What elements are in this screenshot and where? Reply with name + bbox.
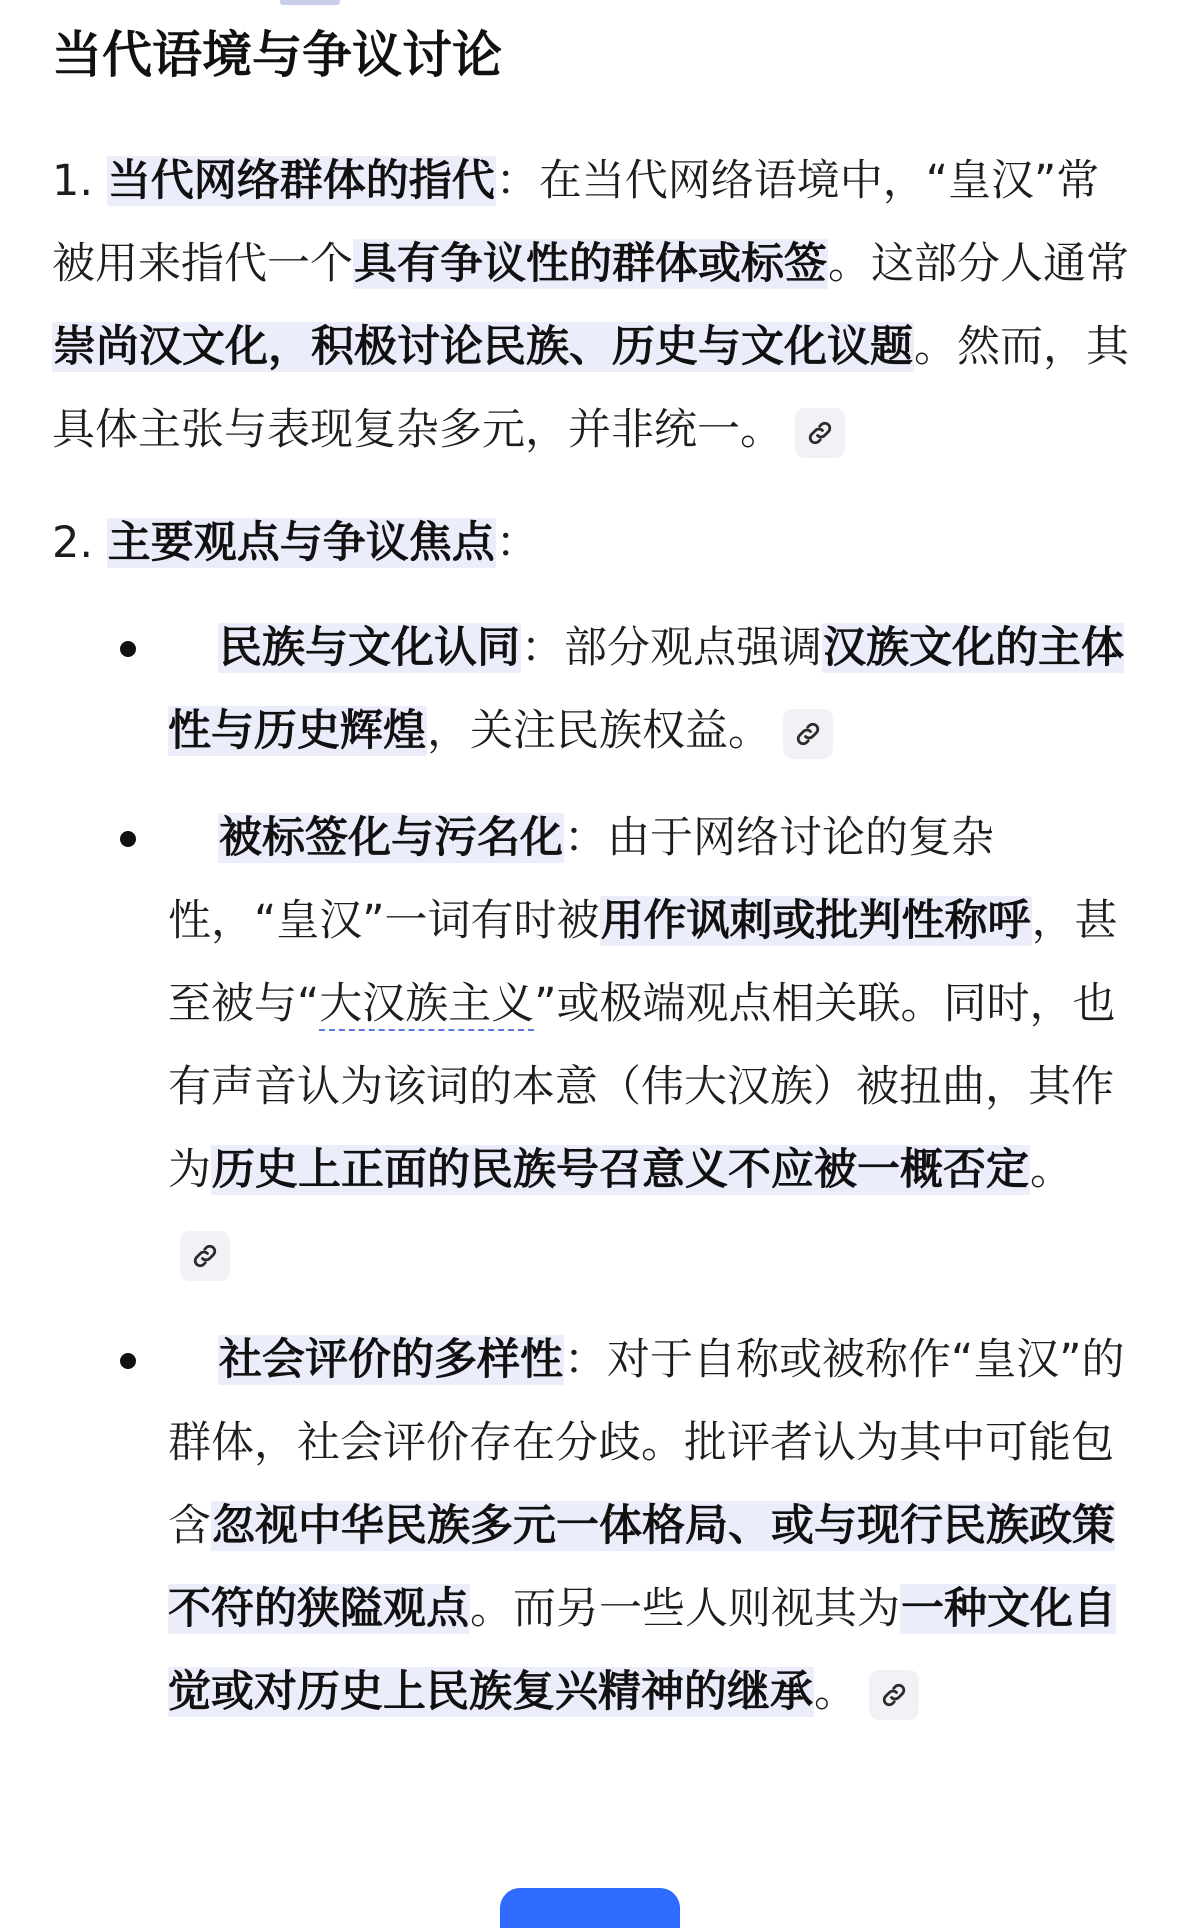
highlight-text: 崇尚汉文化，积极讨论民族、历史与文化议题 bbox=[53, 322, 913, 372]
section-number: 2. bbox=[52, 518, 94, 568]
highlight-text: 历史上正面的民族号召意义不应被一概否定 bbox=[212, 1145, 1029, 1195]
bullet-text: 对于自称或被称作“皇汉”的群体，社会评价存在分歧。批评者认为其中可能包含 bbox=[168, 1335, 1125, 1551]
bottom-action-bar[interactable] bbox=[500, 1888, 680, 1928]
colon: ： bbox=[564, 1335, 607, 1385]
bullet-list bbox=[52, 607, 1132, 1734]
section-heading: 当代网络群体的指代 bbox=[107, 156, 495, 206]
highlight-text: 忽视中华民族多元一体格局、或与现行民族政策不符的狭隘观点 bbox=[168, 1501, 1115, 1634]
page-title: 当代语境与争议讨论 bbox=[52, 26, 502, 84]
bullet-heading: 民族与文化认同 bbox=[219, 623, 520, 673]
source-link-button[interactable] bbox=[869, 1670, 919, 1720]
link-icon bbox=[805, 418, 835, 448]
bullet-dot bbox=[120, 1353, 136, 1369]
colon: ： bbox=[564, 813, 607, 863]
highlight-text: 具有争议性的群体或标签 bbox=[354, 239, 827, 289]
bullet-dot bbox=[120, 831, 136, 847]
bullet-heading: 被标签化与污名化 bbox=[219, 813, 563, 863]
source-link-button[interactable] bbox=[783, 709, 833, 759]
link-icon bbox=[190, 1241, 220, 1271]
highlight-text: 用作讽刺或批判性称呼 bbox=[600, 896, 1031, 946]
bullet-text: 。 bbox=[1030, 1145, 1073, 1195]
paragraph-text: 。然而，其具体主张与表现复杂多元，并非统一。 bbox=[52, 322, 1129, 455]
bullet-heading: 社会评价的多样性 bbox=[219, 1335, 563, 1385]
highlight-text: 汉族文化的主体性与历史辉煌 bbox=[168, 623, 1124, 756]
section-1 bbox=[52, 140, 1132, 472]
section-2 bbox=[52, 502, 1132, 585]
list-item bbox=[52, 1319, 1132, 1734]
list-item bbox=[52, 797, 1132, 1295]
bullet-text: ，关注民族权益。 bbox=[427, 706, 771, 756]
link-icon bbox=[793, 719, 823, 749]
bullet-text: 。 bbox=[814, 1667, 857, 1717]
source-link-button[interactable] bbox=[180, 1231, 230, 1281]
highlight-text: 一种文化自觉或对历史上民族复兴精神的继承 bbox=[168, 1584, 1116, 1717]
colon: ： bbox=[495, 518, 539, 568]
bullet-text: ”或极端观点相关联。同时，也有声音认为该词的本意（伟大汉族）被扭曲，其作为 bbox=[168, 979, 1116, 1195]
bullet-dot bbox=[120, 641, 136, 657]
section-number: 1. bbox=[52, 156, 94, 206]
source-link-button[interactable] bbox=[795, 408, 845, 458]
colon: ： bbox=[521, 623, 564, 673]
section-heading: 主要观点与争议焦点 bbox=[107, 518, 495, 568]
colon: ： bbox=[495, 156, 539, 206]
scroll-indicator bbox=[280, 0, 340, 5]
bullet-text: 部分观点强调 bbox=[564, 623, 822, 673]
bullet-text: ，甚至被与“ bbox=[168, 896, 1118, 1029]
article-body bbox=[52, 140, 1132, 1758]
paragraph-text: 。这部分人通常 bbox=[828, 239, 1129, 289]
bullet-text: 。而另一些人则视其为 bbox=[470, 1584, 900, 1634]
term-link[interactable]: 大汉族主义 bbox=[319, 979, 535, 1029]
paragraph-text: 在当代网络语境中，“皇汉”常被用来指代一个 bbox=[52, 156, 1100, 289]
link-icon bbox=[879, 1680, 909, 1710]
bullet-text: 由于网络讨论的复杂性，“皇汉”一词有时被 bbox=[168, 813, 994, 946]
list-item bbox=[52, 607, 1132, 773]
